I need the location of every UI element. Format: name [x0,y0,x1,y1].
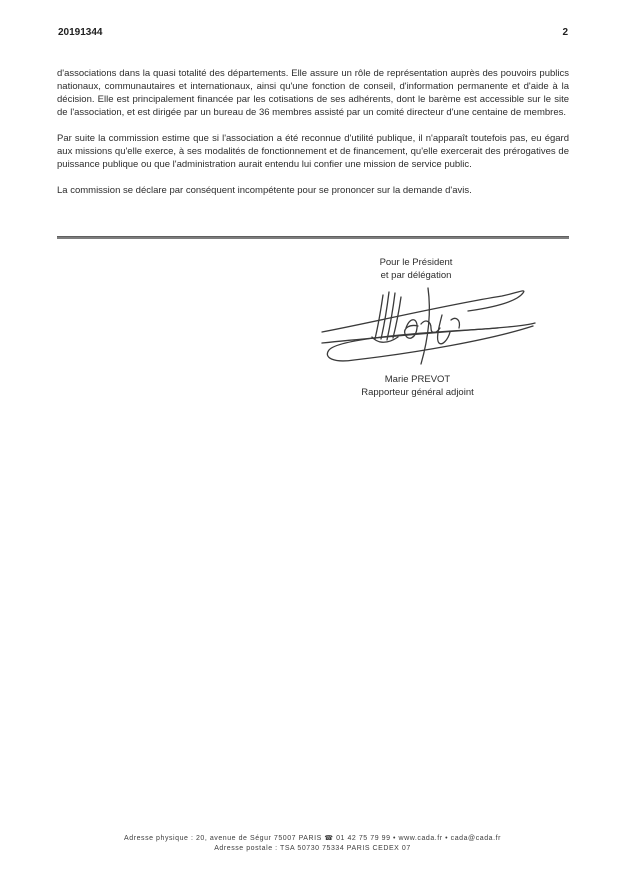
signatory-title: Rapporteur général adjoint [361,387,474,398]
handwritten-signature-icon [320,282,540,372]
page-footer [0,834,625,854]
page-number: 2 [562,27,568,38]
delegation-line-1: Pour le Président [379,257,453,268]
separator-rule [57,236,569,239]
paragraph-conclusion: La commission se déclare par conséquent incompétente pour se prononcer sur la demande d'avis. [57,185,472,196]
paragraph-commission-assessment: Par suite la commission estime que si l'association a été reconnue d'utilité publique, il n'apparaît toutefois pas, eu égard aux missions qu'elle exerce, à ses modalités de fonctionnement et de financement, qu'elle exercerait des prérogatives de puissance publique ou que l'administration aurait entendu lui confier une mission de service public. [57,133,569,170]
paragraph-association-description: d'associations dans la quasi totalité des départements. Elle assure un rôle de représentation auprès des pouvoirs publics nationaux, communautaires et internationaux, ainsi qu'une fonction de conseil, d'information permanente et d'aide à la décision. Elle est principalement financée par les cotisations de ses adhérents, dont le barème est accessible sur le site de l'association, et est dirigée par un bureau de 36 membres assisté par un comité directeur d'une centaine de membres. [57,68,569,118]
signatory-name: Marie PREVOT [384,374,451,385]
delegation-block [300,257,532,282]
document-number: 20191344 [58,27,103,38]
delegation-line-2: et par délégation [380,269,452,281]
document-body [57,67,569,210]
footer-physical-address: Adresse physique : 20, avenue de Ségur 75007 PARIS ☎ 01 42 75 79 99 • www.cada.fr • cada@cada.fr [124,835,501,842]
signatory-block [300,373,535,399]
footer-postal-address: Adresse postale : TSA 50730 75334 PARIS CEDEX 07 [214,845,411,852]
page-header [58,27,568,38]
